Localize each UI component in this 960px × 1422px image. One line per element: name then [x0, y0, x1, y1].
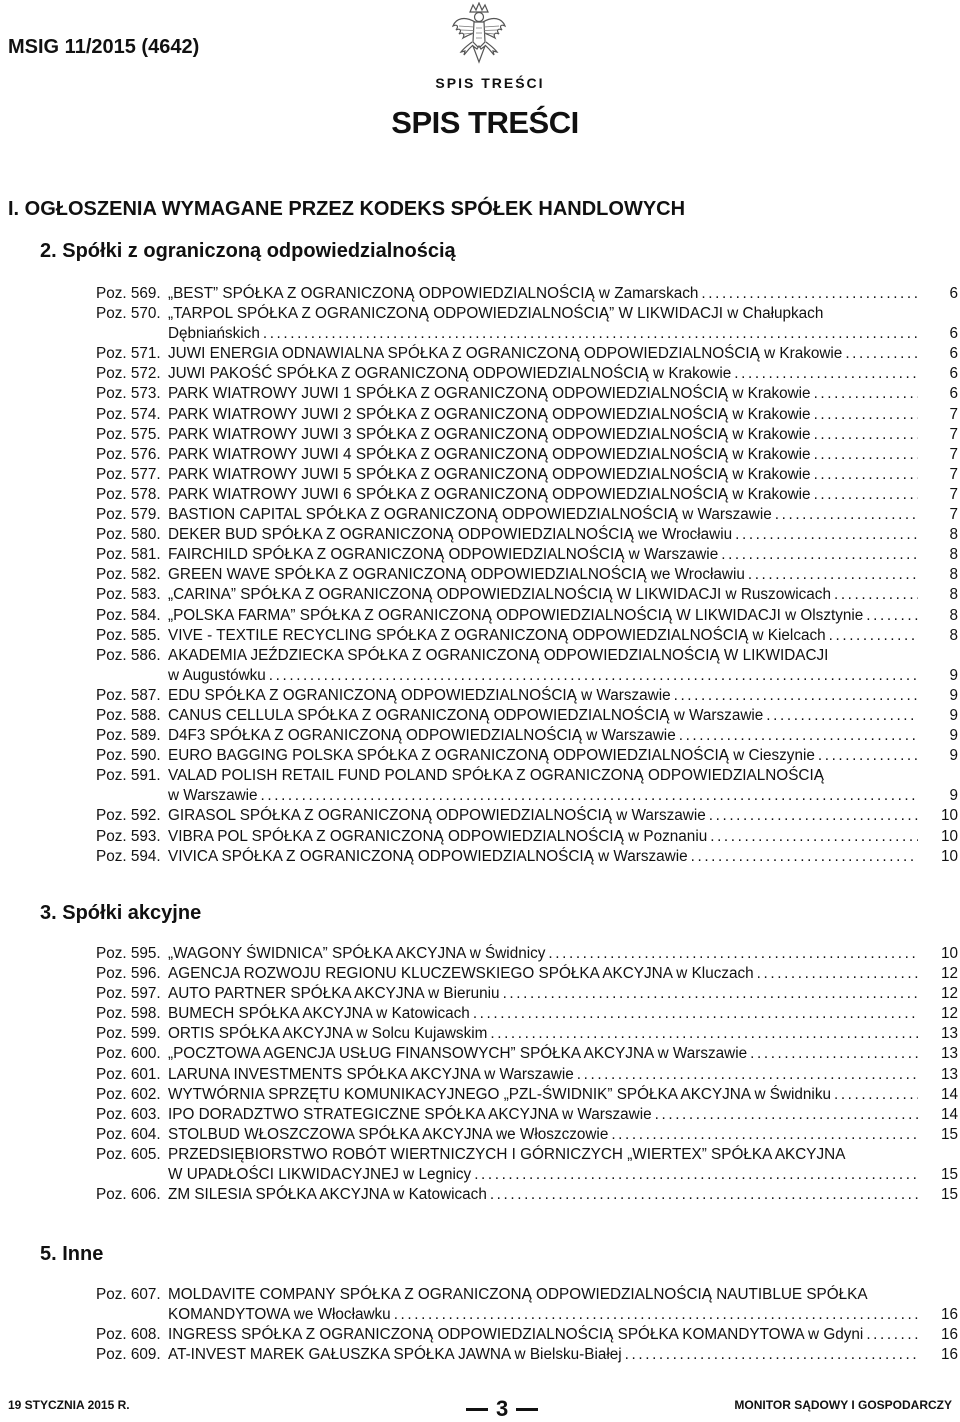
dot-leader: [487, 1024, 918, 1044]
toc-entry[interactable]: [96, 344, 958, 364]
entry-body: [168, 545, 918, 565]
toc-entry[interactable]: [96, 964, 958, 984]
entry-page-number: [918, 1145, 958, 1165]
entry-body: [168, 465, 918, 485]
section-title: I. OGŁOSZENIA WYMAGANE PRZEZ KODEKS SPÓŁEK HANDLOWYCH: [8, 198, 686, 220]
toc-entry[interactable]: [96, 284, 958, 304]
toc-entry[interactable]: [96, 565, 958, 585]
entry-number: Poz. 579.: [96, 506, 161, 524]
dot-leader: [652, 1105, 918, 1125]
entry-title: BUMECH SPÓŁKA AKCYJNA w Katowicach: [168, 1005, 470, 1023]
toc-entry[interactable]: [96, 606, 958, 626]
dot-leader: [815, 746, 918, 766]
entry-body: [168, 324, 918, 344]
toc-entry[interactable]: [96, 626, 958, 646]
entry-page-number: 9: [949, 666, 958, 684]
toc-entry[interactable]: [96, 1145, 958, 1165]
entry-page-number: 15: [940, 1186, 958, 1204]
entry-page-number: 10: [940, 945, 958, 962]
dot-leader: [471, 1165, 918, 1185]
entry-title: VIVICA SPÓŁKA Z OGRANICZONĄ ODPOWIEDZIALNOŚCIĄ w Warszawie: [168, 847, 688, 865]
journal-issue-title: MSIG 11/2015 (4642): [8, 36, 200, 58]
dot-leader: [745, 565, 918, 585]
entry-number: Poz. 575.: [96, 425, 161, 443]
entry-body: [168, 606, 918, 626]
entry-page-number: 7: [949, 425, 958, 443]
toc-entry[interactable]: [96, 766, 958, 786]
toc-entry[interactable]: [96, 425, 958, 445]
dot-leader: [863, 1325, 918, 1345]
entry-title: „POCZTOWA AGENCJA USŁUG FINANSOWYCH” SPÓŁKA AKCYJNA w Warszawie: [168, 1045, 748, 1063]
page-title: SPIS TREŚCI: [391, 105, 579, 140]
entry-number: Poz. 603.: [96, 1105, 161, 1123]
entry-body: [168, 445, 918, 465]
entry-page-number: 9: [949, 686, 958, 704]
entry-page-number: 12: [940, 1005, 958, 1023]
toc-entry[interactable]: [96, 686, 958, 706]
footer-publisher: MONITOR SĄDOWY I GOSPODARCZY: [734, 1398, 952, 1412]
entry-body: [168, 746, 918, 766]
entry-page-number: 10: [940, 807, 958, 825]
entry-body: [168, 1185, 918, 1205]
entry-body: [168, 786, 918, 806]
toc-entry[interactable]: [96, 1044, 958, 1064]
dot-leader: [487, 1185, 918, 1205]
entry-title: AUTO PARTNER SPÓŁKA AKCYJNA w Bieruniu: [168, 985, 500, 1003]
entry-page-number: 8: [949, 586, 958, 604]
dash-decoration: [516, 1408, 538, 1411]
toc-entry[interactable]: [96, 545, 958, 565]
toc-entry[interactable]: [96, 525, 958, 545]
entry-number: Poz. 571.: [96, 345, 161, 363]
entry-body: [168, 304, 918, 324]
dot-leader: [826, 626, 918, 646]
entry-body: [168, 686, 918, 706]
dot-leader: [688, 847, 918, 867]
entry-number: [96, 1165, 168, 1185]
entry-title: PARK WIATROWY JUWI 3 SPÓŁKA Z OGRANICZONĄ ODPOWIEDZIALNOŚCIĄ w Krakowie: [168, 425, 811, 443]
entry-page-number: 16: [940, 1326, 958, 1344]
entry-title: LARUNA INVESTMENTS SPÓŁKA AKCYJNA w Warszawie: [168, 1065, 574, 1083]
toc-entry[interactable]: [96, 746, 958, 766]
entry-title: VIBRA POL SPÓŁKA Z OGRANICZONĄ ODPOWIEDZIALNOŚCIĄ w Poznaniu: [168, 827, 708, 845]
entry-page-number: 14: [940, 1105, 958, 1123]
dot-leader: [811, 465, 918, 485]
entry-number: Poz. 574.: [96, 405, 161, 423]
entry-page-number: 14: [940, 1085, 958, 1103]
toc-entry-continuation[interactable]: [96, 324, 958, 344]
entry-body: [168, 1285, 918, 1305]
entry-number: Poz. 582.: [96, 566, 161, 584]
entry-page-number: 16: [940, 1346, 958, 1364]
entry-title: PARK WIATROWY JUWI 5 SPÓŁKA Z OGRANICZONĄ ODPOWIEDZIALNOŚCIĄ w Krakowie: [168, 465, 811, 483]
toc-entry[interactable]: [96, 485, 958, 505]
dot-leader: [811, 384, 918, 404]
entry-body: [168, 766, 918, 786]
entry-number: Poz. 570.: [96, 305, 161, 323]
entry-number: Poz. 590.: [96, 747, 161, 765]
toc-entry[interactable]: [96, 847, 958, 867]
entry-number: Poz. 576.: [96, 445, 161, 463]
entry-body: [168, 364, 918, 384]
entry-title: JUWI ENERGIA ODNAWIALNA SPÓŁKA Z OGRANICZONĄ ODPOWIEDZIALNOŚCIĄ w Krakowie: [168, 345, 843, 363]
dot-leader: [811, 405, 918, 425]
entry-body: [168, 425, 918, 445]
dot-leader: [545, 944, 918, 964]
entry-body: [168, 505, 918, 525]
entry-page-number: 12: [940, 985, 958, 1003]
toc-entry[interactable]: [96, 1024, 958, 1044]
toc-entry[interactable]: [96, 944, 958, 964]
entry-title: „TARPOL SPÓŁKA Z OGRANICZONĄ ODPOWIEDZIALNOŚCIĄ” W LIKWIDACJI w Chałupkach: [168, 305, 824, 323]
entry-page-number: 8: [949, 606, 958, 624]
entry-number: Poz. 600.: [96, 1045, 161, 1063]
entry-title: PARK WIATROWY JUWI 2 SPÓŁKA Z OGRANICZONĄ ODPOWIEDZIALNOŚCIĄ w Krakowie: [168, 405, 811, 423]
entry-page-number: 7: [949, 445, 958, 463]
toc-entry[interactable]: [96, 1325, 958, 1345]
dot-leader: [831, 585, 918, 605]
page-number: 3: [496, 1396, 509, 1421]
entry-page-number: 7: [949, 405, 958, 423]
entry-number: Poz. 592.: [96, 807, 161, 825]
entry-title: PARK WIATROWY JUWI 4 SPÓŁKA Z OGRANICZONĄ ODPOWIEDZIALNOŚCIĄ w Krakowie: [168, 445, 811, 463]
entry-body: [168, 525, 918, 545]
entry-number: Poz. 578.: [96, 485, 161, 503]
dot-leader: [811, 425, 918, 445]
entry-title: D4F3 SPÓŁKA Z OGRANICZONĄ ODPOWIEDZIALNOŚCIĄ w Warszawie: [168, 727, 676, 745]
entry-title: WYTWÓRNIA SPRZĘTU KOMUNIKACYJNEGO „PZL-ŚWIDNIK” SPÓŁKA AKCYJNA w Świdniku: [168, 1085, 831, 1103]
entry-number: Poz. 597.: [96, 985, 161, 1003]
entry-title: VALAD POLISH RETAIL FUND POLAND SPÓŁKA Z OGRANICZONĄ ODPOWIEDZIALNOŚCIĄ: [168, 767, 824, 785]
entry-page-number: 6: [949, 365, 958, 383]
entry-body: [168, 585, 918, 605]
entry-body: [168, 1145, 918, 1165]
entry-number: Poz. 581.: [96, 546, 161, 564]
entry-title: PARK WIATROWY JUWI 1 SPÓŁKA Z OGRANICZONĄ ODPOWIEDZIALNOŚCIĄ w Krakowie: [168, 385, 811, 403]
entry-number: [96, 324, 168, 344]
entry-number: [96, 666, 168, 686]
dot-leader: [622, 1345, 918, 1365]
entry-title: VIVE - TEXTILE RECYCLING SPÓŁKA Z OGRANICZONĄ ODPOWIEDZIALNOŚCIĄ w Kielcach: [168, 626, 826, 644]
entry-title: PRZEDSIĘBIORSTWO ROBÓT WIERTNICZYCH I GÓRNICZYCH „WIERTEX” SPÓŁKA AKCYJNA: [168, 1145, 846, 1163]
entry-number: Poz. 589.: [96, 727, 161, 745]
entry-page-number: 9: [949, 787, 958, 805]
dot-leader: [500, 984, 918, 1004]
entry-body: [168, 944, 918, 964]
entry-number: Poz. 594.: [96, 847, 161, 865]
entry-page-number: 15: [940, 1125, 958, 1143]
entry-page-number: 6: [949, 385, 958, 403]
toc-entry[interactable]: [96, 1285, 958, 1305]
dot-leader: [731, 364, 918, 384]
dot-leader: [676, 726, 918, 746]
entry-body: [168, 384, 918, 404]
entry-body: [168, 706, 918, 726]
entry-title: IPO DORADZTWO STRATEGICZNE SPÓŁKA AKCYJNA w Warszawie: [168, 1105, 652, 1123]
entry-number: Poz. 596.: [96, 965, 161, 983]
entry-number: Poz. 605.: [96, 1145, 161, 1163]
dot-leader: [707, 827, 918, 847]
entry-page-number: [918, 1285, 958, 1305]
toc-entry[interactable]: [96, 827, 958, 847]
entry-body: [168, 964, 918, 984]
entry-body: [168, 646, 918, 666]
entry-page-number: 12: [940, 965, 958, 983]
entry-body: [168, 405, 918, 425]
entry-number: Poz. 607.: [96, 1286, 161, 1303]
polish-eagle-emblem: [450, 2, 508, 66]
dot-leader: [608, 1125, 918, 1145]
toc-list: [96, 284, 958, 867]
entry-page-number: 16: [940, 1306, 958, 1324]
toc-entry[interactable]: [96, 384, 958, 404]
dot-leader: [574, 1065, 918, 1085]
toc-entry[interactable]: [96, 984, 958, 1004]
entry-page-number: 8: [949, 546, 958, 564]
running-header: SPIS TREŚCI: [435, 75, 545, 91]
entry-title: FAIRCHILD SPÓŁKA Z OGRANICZONĄ ODPOWIEDZIALNOŚCIĄ w Warszawie: [168, 546, 719, 564]
entry-number: [96, 1305, 168, 1325]
entry-title: DEKER BUD SPÓŁKA Z OGRANICZONĄ ODPOWIEDZIALNOŚCIĄ we Wrocławiu: [168, 526, 733, 544]
entry-title: W UPADŁOŚCI LIKWIDACYJNEJ w Legnicy: [168, 1166, 472, 1184]
toc-entry[interactable]: [96, 726, 958, 746]
entry-body: [168, 1024, 918, 1044]
toc-entry[interactable]: [96, 706, 958, 726]
entry-title: EURO BAGGING POLSKA SPÓŁKA Z OGRANICZONĄ ODPOWIEDZIALNOŚCIĄ w Cieszynie: [168, 747, 815, 765]
entry-body: [168, 1085, 918, 1105]
entry-page-number: 8: [949, 526, 958, 544]
entry-title: INGRESS SPÓŁKA Z OGRANICZONĄ ODPOWIEDZIALNOŚCIĄ SPÓŁKA KOMANDYTOWA w Gdyni: [168, 1326, 864, 1344]
group-heading-spolki-akcyjne: 3. Spółki akcyjne: [40, 902, 202, 924]
entry-body: [168, 1165, 918, 1185]
entry-number: Poz. 586.: [96, 646, 161, 664]
entry-title: ZM SILESIA SPÓŁKA AKCYJNA w Katowicach: [168, 1186, 487, 1204]
entry-body: [168, 984, 918, 1004]
entry-body: [168, 827, 918, 847]
entry-page-number: [918, 646, 958, 666]
dot-leader: [706, 806, 918, 826]
entry-title: MOLDAVITE COMPANY SPÓŁKA Z OGRANICZONĄ ODPOWIEDZIALNOŚCIĄ NAUTIBLUE SPÓŁKA: [168, 1286, 868, 1303]
entry-page-number: 7: [949, 485, 958, 503]
entry-title: w Augustówku: [168, 666, 266, 684]
entry-page-number: 6: [949, 345, 958, 363]
entry-page-number: 8: [949, 566, 958, 584]
entry-body: [168, 1125, 918, 1145]
entry-body: [168, 626, 918, 646]
entry-number: Poz. 609.: [96, 1346, 161, 1364]
toc-entry[interactable]: [96, 1185, 958, 1205]
entry-title: KOMANDYTOWA we Włocławku: [168, 1306, 391, 1324]
toc-list: [96, 1285, 958, 1365]
entry-number: Poz. 577.: [96, 465, 161, 483]
toc-entry[interactable]: [96, 405, 958, 425]
entry-title: STOLBUD WŁOSZCZOWA SPÓŁKA AKCYJNA we Włoszczowie: [168, 1125, 609, 1143]
toc-entry[interactable]: [96, 1105, 958, 1125]
entry-title: „WAGONY ŚWIDNICA” SPÓŁKA AKCYJNA w Świdnicy: [168, 945, 546, 962]
entry-page-number: 7: [949, 506, 958, 524]
toc-entry[interactable]: [96, 806, 958, 826]
entry-body: [168, 726, 918, 746]
dot-leader: [863, 606, 918, 626]
entry-page-number: 10: [940, 847, 958, 865]
entry-title: BASTION CAPITAL SPÓŁKA Z OGRANICZONĄ ODPOWIEDZIALNOŚCIĄ w Warszawie: [168, 506, 772, 524]
toc-list: [96, 944, 958, 1205]
dot-leader: [258, 786, 918, 806]
toc-entry[interactable]: [96, 646, 958, 666]
entry-page-number: 6: [949, 285, 958, 302]
entry-number: Poz. 606.: [96, 1186, 161, 1204]
entry-body: [168, 1325, 918, 1345]
entry-title: JUWI PAKOŚĆ SPÓŁKA Z OGRANICZONĄ ODPOWIEDZIALNOŚCIĄ w Krakowie: [168, 365, 732, 383]
dot-leader: [831, 1085, 918, 1105]
dot-leader: [266, 666, 918, 686]
entry-page-number: 9: [949, 747, 958, 765]
entry-title: GIRASOL SPÓŁKA Z OGRANICZONĄ ODPOWIEDZIALNOŚCIĄ w Warszawie: [168, 807, 706, 825]
toc-entry[interactable]: [96, 465, 958, 485]
toc-entry-continuation[interactable]: [96, 786, 958, 806]
entry-page-number: [918, 766, 958, 786]
entry-title: „BEST” SPÓŁKA Z OGRANICZONĄ ODPOWIEDZIALNOŚCIĄ w Zamarskach: [168, 285, 699, 302]
entry-title: GREEN WAVE SPÓŁKA Z OGRANICZONĄ ODPOWIEDZIALNOŚCIĄ we Wrocławiu: [168, 566, 745, 584]
dot-leader: [718, 545, 918, 565]
entry-body: [168, 485, 918, 505]
entry-number: Poz. 593.: [96, 827, 161, 845]
entry-number: Poz. 583.: [96, 586, 161, 604]
entry-number: Poz. 588.: [96, 706, 161, 724]
entry-number: Poz. 598.: [96, 1005, 161, 1023]
entry-title: „CARINA” SPÓŁKA Z OGRANICZONĄ ODPOWIEDZIALNOŚCIĄ W LIKWIDACJI w Ruszowicach: [168, 586, 831, 604]
toc-entry[interactable]: [96, 585, 958, 605]
entry-title: AGENCJA ROZWOJU REGIONU KLUCZEWSKIEGO SPÓŁKA AKCYJNA w Kluczach: [168, 965, 754, 983]
entry-body: [168, 565, 918, 585]
toc-entry-continuation[interactable]: [96, 1305, 958, 1325]
dot-leader: [470, 1004, 918, 1024]
toc-entry[interactable]: [96, 1085, 958, 1105]
entry-page-number: 9: [949, 727, 958, 745]
entry-title: PARK WIATROWY JUWI 6 SPÓŁKA Z OGRANICZONĄ ODPOWIEDZIALNOŚCIĄ w Krakowie: [168, 485, 811, 503]
dot-leader: [772, 505, 918, 525]
dot-leader: [732, 525, 918, 545]
dot-leader: [747, 1044, 918, 1064]
entry-title: w Warszawie: [168, 787, 258, 805]
entry-title: „POLSKA FARMA” SPÓŁKA Z OGRANICZONĄ ODPOWIEDZIALNOŚCIĄ W LIKWIDACJI w Olsztynie: [168, 606, 864, 624]
toc-entry-continuation[interactable]: [96, 1165, 958, 1185]
entry-number: Poz. 604.: [96, 1125, 161, 1143]
dot-leader: [811, 485, 918, 505]
entry-body: [168, 1065, 918, 1085]
entry-number: Poz. 608.: [96, 1326, 161, 1344]
entry-body: [168, 344, 918, 364]
entry-body: [168, 1305, 918, 1325]
dash-decoration: [466, 1408, 488, 1411]
toc-entry[interactable]: [96, 445, 958, 465]
entry-page-number: 8: [949, 626, 958, 644]
entry-title: AT-INVEST MAREK GAŁUSZKA SPÓŁKA JAWNA w Bielsku-Białej: [168, 1346, 622, 1364]
entry-page-number: 13: [940, 1025, 958, 1043]
entry-number: [96, 786, 168, 806]
toc-entry[interactable]: [96, 364, 958, 384]
entry-body: [168, 1044, 918, 1064]
entry-body: [168, 847, 918, 867]
footer-page-number: [458, 1396, 546, 1422]
entry-page-number: 10: [940, 827, 958, 845]
entry-title: ORTIS SPÓŁKA AKCYJNA w Solcu Kujawskim: [168, 1025, 488, 1043]
entry-number: Poz. 585.: [96, 626, 161, 644]
entry-number: Poz. 573.: [96, 385, 161, 403]
entry-title: Dębniańskich: [168, 325, 260, 343]
entry-page-number: 13: [940, 1045, 958, 1063]
entry-title: EDU SPÓŁKA Z OGRANICZONĄ ODPOWIEDZIALNOŚCIĄ w Warszawie: [168, 686, 671, 704]
entry-title: CANUS CELLULA SPÓŁKA Z OGRANICZONĄ ODPOWIEDZIALNOŚCIĄ w Warszawie: [168, 706, 764, 724]
group-heading-spolki-zoo: 2. Spółki z ograniczoną odpowiedzialnością: [40, 240, 456, 262]
group-heading-inne: 5. Inne: [40, 1243, 104, 1265]
entry-number: Poz. 587.: [96, 686, 161, 704]
entry-number: Poz. 599.: [96, 1025, 161, 1043]
entry-number: Poz. 580.: [96, 526, 161, 544]
entry-page-number: 13: [940, 1065, 958, 1083]
entry-page-number: 7: [949, 465, 958, 483]
entry-number: Poz. 572.: [96, 365, 161, 383]
toc-entry[interactable]: [96, 1065, 958, 1085]
dot-leader: [671, 686, 918, 706]
toc-entry[interactable]: [96, 505, 958, 525]
entry-number: Poz. 595.: [96, 945, 161, 962]
dot-leader: [763, 706, 918, 726]
dot-leader: [842, 344, 918, 364]
entry-body: [168, 1004, 918, 1024]
entry-page-number: [918, 304, 958, 324]
entry-page-number: 15: [940, 1166, 958, 1184]
footer-date: 19 STYCZNIA 2015 R.: [8, 1398, 130, 1412]
entry-number: Poz. 569.: [96, 285, 161, 302]
toc-entry-continuation[interactable]: [96, 666, 958, 686]
entry-body: [168, 1105, 918, 1125]
toc-entry[interactable]: [96, 1125, 958, 1145]
dot-leader: [811, 445, 918, 465]
entry-body: [168, 666, 918, 686]
entry-number: Poz. 602.: [96, 1085, 161, 1103]
dot-leader: [754, 964, 918, 984]
entry-page-number: 6: [949, 325, 958, 343]
entry-body: [168, 1345, 918, 1365]
toc-entry[interactable]: [96, 1004, 958, 1024]
entry-body: [168, 806, 918, 826]
entry-page-number: 9: [949, 706, 958, 724]
entry-number: Poz. 601.: [96, 1065, 161, 1083]
dot-leader: [260, 324, 918, 344]
entry-title: AKADEMIA JEŹDZIECKA SPÓŁKA Z OGRANICZONĄ ODPOWIEDZIALNOŚCIĄ W LIKWIDACJI: [168, 646, 829, 664]
dot-leader: [698, 284, 918, 304]
toc-entry[interactable]: [96, 304, 958, 324]
toc-entry[interactable]: [96, 1345, 958, 1365]
entry-body: [168, 284, 918, 304]
dot-leader: [391, 1305, 918, 1325]
entry-number: Poz. 591.: [96, 767, 161, 785]
entry-number: Poz. 584.: [96, 606, 161, 624]
